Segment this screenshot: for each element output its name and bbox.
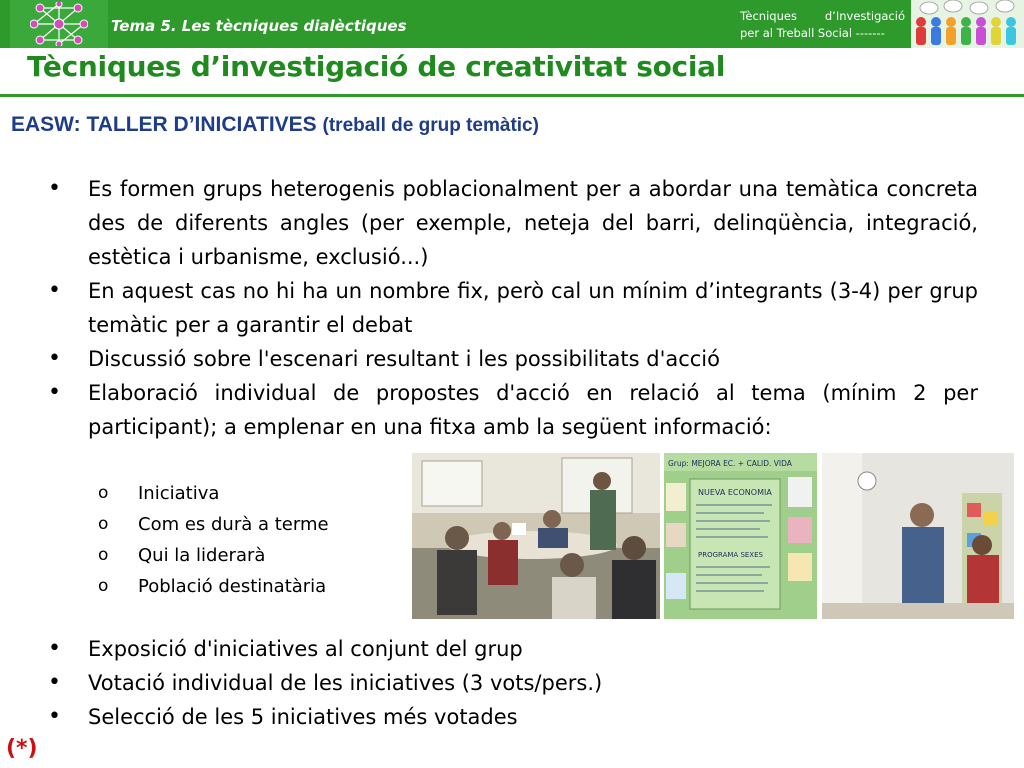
footnote-marker: (*)	[6, 736, 38, 761]
page-title: Tècniques d’investigació de creativitat social	[27, 50, 726, 83]
title-divider	[0, 94, 1024, 97]
tema-label: Tema 5. Les tècniques dialèctiques	[111, 17, 407, 35]
course-title	[740, 8, 905, 42]
photo-board-notes	[664, 453, 817, 619]
list-item: • Discussió sobre l'escenari resultant i les possibilitats d'acció	[48, 342, 978, 376]
sub-bullet-list	[98, 478, 329, 602]
board-note-1: NUEVA ECONOMIA	[698, 488, 772, 497]
subtitle-main: EASW: TALLER D’INICIATIVES	[11, 113, 317, 136]
logo	[10, 0, 108, 48]
closing-bullet-list	[48, 632, 978, 734]
sub-list-item: o Iniciativa	[98, 478, 329, 509]
course-line1-right: d’Investigació	[824, 9, 905, 23]
list-item: • Exposició d'iniciatives al conjunt del grup	[48, 632, 978, 666]
list-item: • Votació individual de les iniciatives (3 vots/pers.)	[48, 666, 978, 700]
sub-list-item: o Com es durà a terme	[98, 509, 329, 540]
photo-group-meeting	[412, 453, 660, 619]
list-item: • Selecció de les 5 iniciatives més votades	[48, 700, 978, 734]
header-bar	[0, 0, 1024, 48]
board-note-2: PROGRAMA SEXES	[698, 551, 763, 559]
list-item: • En aquest cas no hi ha un nombre fix, però cal un mínim d’integrants (3-4) per grup temàtic per a garantir el debat	[48, 274, 978, 342]
network-nodes-icon	[30, 2, 88, 46]
course-line1-left: Tècniques	[740, 9, 797, 23]
course-line2: per al Treball Social -------	[740, 26, 885, 40]
section-subtitle	[11, 113, 539, 137]
sub-list-item: o Qui la liderarà	[98, 540, 329, 571]
main-bullet-list	[48, 172, 978, 444]
sub-list-item: o Població destinatària	[98, 571, 329, 602]
list-item: • Es formen grups heterogenis poblacionalment per a abordar una temàtica concreta des de diferents angles (per exemple, neteja del barri, delinqüència, integració, estètica i urbanisme, exclusió...)	[48, 172, 978, 274]
list-item: • Elaboració individual de propostes d'acció en relació al tema (mínim 2 per participant); a emplenar en una fitxa amb la següent informació:	[48, 376, 978, 444]
subtitle-paren: (treball de grup temàtic)	[322, 115, 539, 136]
board-header: Grup: MEJORA EC. + CALID. VIDA	[668, 459, 792, 468]
photo-people-at-wall	[822, 453, 1014, 619]
people-speech-bubbles-icon	[911, 0, 1024, 48]
